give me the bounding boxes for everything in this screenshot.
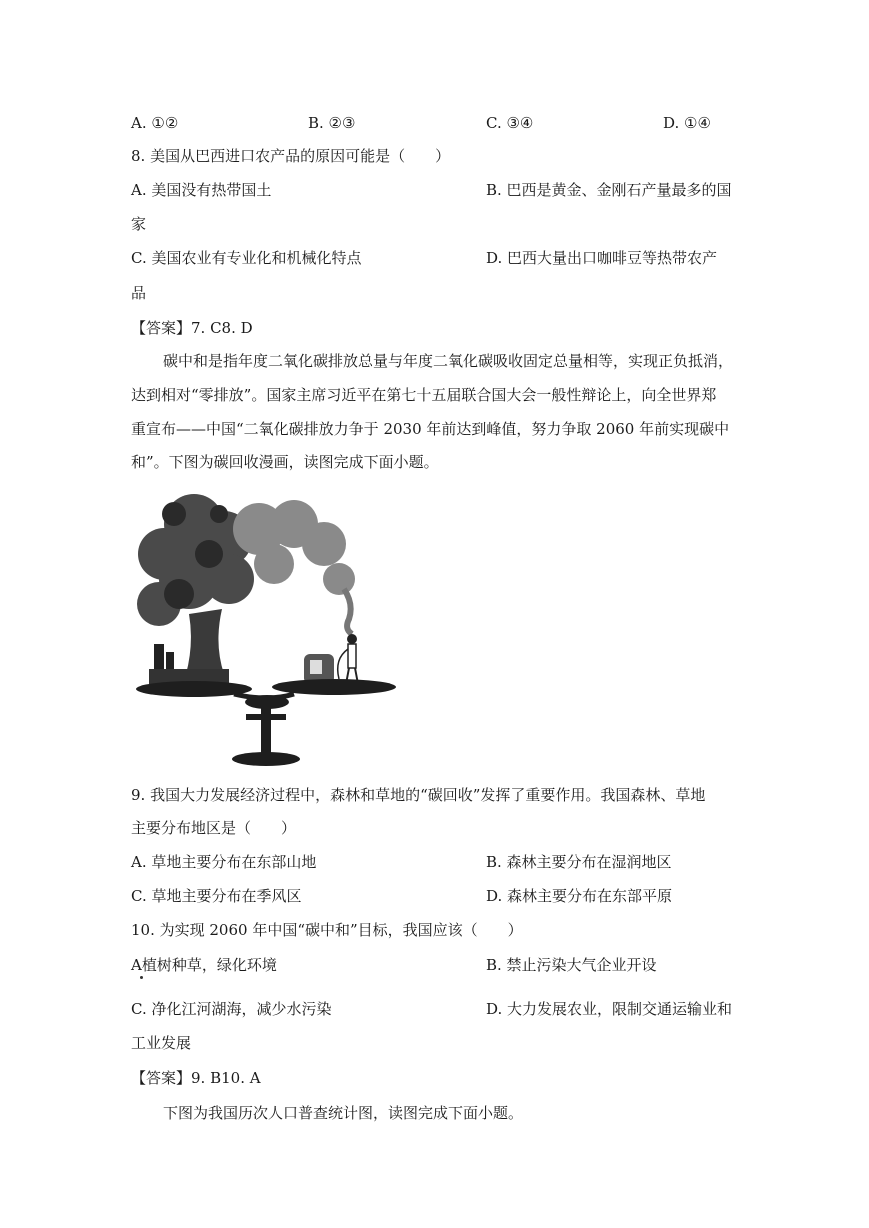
q10-option-d: D. 大力发展农业，限制交通运输业和: [486, 1000, 733, 1018]
passage-line-2: 达到相对“零排放”。国家主席习近平在第七十五届联合国大会一般性辩论上，向全世界郑: [131, 386, 717, 404]
q9-stem-line-1: 9. 我国大力发展经济过程中，森林和草地的“碳回收”发挥了重要作用。我国森林、草地: [131, 786, 706, 804]
census-intro: 下图为我国历次人口普查统计图，读图完成下面小题。: [163, 1104, 524, 1122]
answer-9-10: 【答案】9. B10. A: [131, 1069, 261, 1087]
q9-option-c: C. 草地主要分布在季风区: [131, 887, 302, 905]
q8-option-a: A. 美国没有热带国土: [131, 181, 272, 199]
q8-stem: 8. 美国从巴西进口农产品的原因可能是（ ）: [131, 147, 451, 165]
passage-line-1: 碳中和是指年度二氧化碳排放总量与年度二氧化碳吸收固定总量相等，实现正负抵消，: [163, 352, 734, 370]
q10-option-b: B. 禁止污染大气企业开设: [486, 956, 657, 974]
q8-option-b-cont: 家: [131, 215, 147, 233]
carbon-recycling-cartoon: [134, 484, 402, 774]
q8-option-b: B. 巴西是黄金、金刚石产量最多的国: [486, 181, 732, 199]
q7-option-c: C. ③④: [486, 114, 534, 132]
passage-line-4: 和”。下图为碳回收漫画，读图完成下面小题。: [131, 453, 439, 471]
q10-option-a: A植树种草，绿化环境: [131, 956, 277, 974]
q8-option-c: C. 美国农业有专业化和机械化特点: [131, 249, 362, 267]
q9-option-a: A. 草地主要分布在东部山地: [131, 853, 317, 871]
q7-option-b: B. ②③: [308, 114, 356, 132]
q7-option-a: A. ①②: [131, 114, 179, 132]
q10-option-c: C. 净化江河湖海，减少水污染: [131, 1000, 332, 1018]
q9-option-b: B. 森林主要分布在湿润地区: [486, 853, 672, 871]
q9-stem-line-2: 主要分布地区是（ ）: [131, 819, 297, 837]
stray-dot: [140, 976, 143, 979]
q8-option-d: D. 巴西大量出口咖啡豆等热带农产: [486, 249, 718, 267]
q7-option-d: D. ①④: [663, 114, 711, 132]
q10-option-d-cont: 工业发展: [131, 1034, 192, 1052]
q10-stem: 10. 为实现 2060 年中国“碳中和”目标，我国应该（ ）: [131, 921, 523, 939]
q8-option-d-cont: 品: [131, 284, 147, 302]
answer-7-8: 【答案】7. C8. D: [131, 319, 253, 337]
q9-option-d: D. 森林主要分布在东部平原: [486, 887, 673, 905]
passage-line-3: 重宣布——中国“二氧化碳排放力争于 2030 年前达到峰值，努力争取 2060 年前实现碳中: [131, 420, 730, 438]
